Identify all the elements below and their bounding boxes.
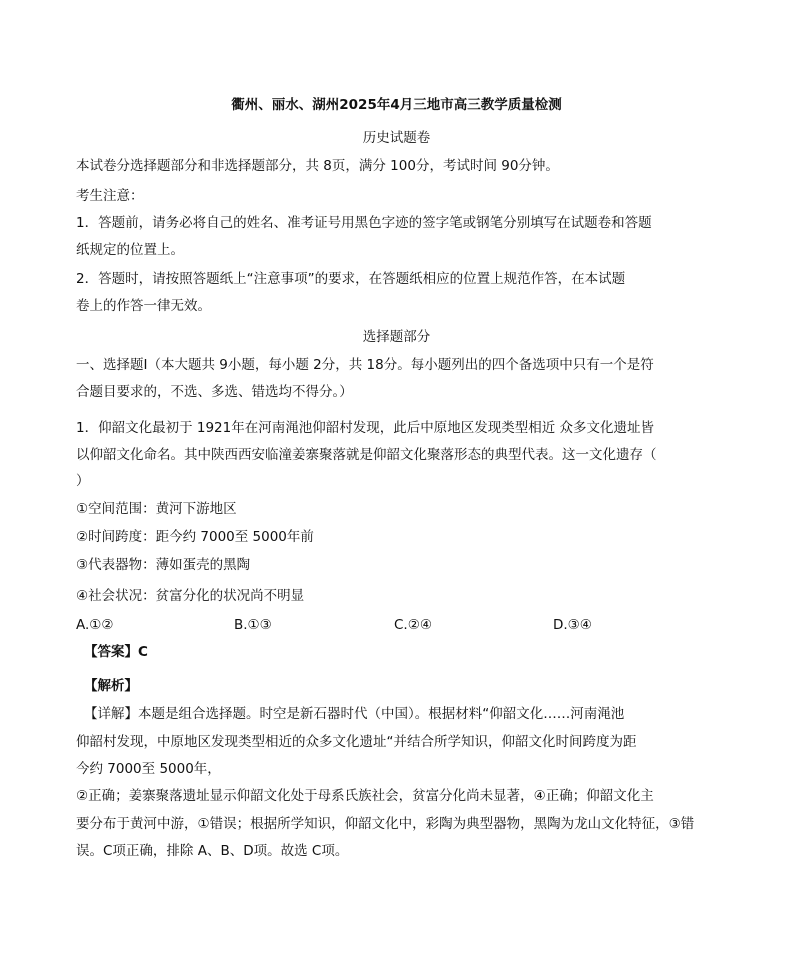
detail-line-2: 仰韶村发现，中原地区发现类型相近的众多文化遗址“并结合所学知识，仰韶文化时间跨度为距 bbox=[76, 734, 637, 750]
statement-3: ③代表器物：薄如蛋壳的黑陶 bbox=[76, 557, 251, 573]
answer-label: 【答案】 bbox=[84, 644, 138, 660]
detail-line-5: 要分布于黄河中游，①错误；根据所学知识，仰韶文化中，彩陶为典型器物，黑陶为龙山文化特征，③错 bbox=[76, 816, 695, 832]
question-stem-line-1: 1．仰韶文化最初于 1921年在河南渑池仰韶村发现，此后中原地区发现类型相近 众多文化遗址皆 bbox=[76, 420, 655, 436]
detail-line-6: 误。C项正确，排除 A、B、D项。故选 C项。 bbox=[76, 843, 349, 859]
section-instructions-line-1: 一、选择题Ⅰ（本大题共 9小题，每小题 2分，共 18分。每小题列出的四个备选项中只有一个是符 bbox=[76, 357, 654, 373]
section-instructions-line-2: 合题目要求的，不选、多选、错选均不得分。） bbox=[76, 384, 353, 400]
detail-line-4: ②正确；姜寨聚落遗址显示仰韶文化处于母系氏族社会，贫富分化尚未显著，④正确；仰韶文化主 bbox=[76, 788, 654, 804]
detail-line-1: 【详解】本题是组合选择题。时空是新石器时代（中国）。根据材料“仰韶文化……河南渑池 bbox=[84, 706, 625, 722]
document-title: 衢州、丽水、湖州2025年4月三地市高三教学质量检测 bbox=[231, 97, 562, 113]
answer-line bbox=[84, 643, 148, 661]
option-b: B.①③ bbox=[234, 617, 272, 633]
option-a: A.①② bbox=[76, 617, 114, 633]
option-d: D.③④ bbox=[553, 617, 592, 633]
section-title: 选择题部分 bbox=[362, 329, 431, 345]
notice-1-line-2: 纸规定的位置上。 bbox=[76, 242, 184, 258]
notice-1-line-1: 1．答题前，请务必将自己的姓名、准考证号用黑色字迹的签字笔或钢笔分别填写在试题卷和答题 bbox=[76, 215, 652, 231]
statement-4: ④社会状况：贫富分化的状况尚不明显 bbox=[76, 588, 305, 604]
question-stem-line-3: ） bbox=[76, 473, 90, 489]
answer-value: C bbox=[138, 644, 148, 660]
notice-heading: 考生注意： bbox=[76, 188, 144, 204]
notice-2-line-2: 卷上的作答一律无效。 bbox=[76, 298, 211, 314]
option-c: C.②④ bbox=[394, 617, 432, 633]
notice-2-line-1: 2．答题时，请按照答题纸上“注意事项”的要求，在答题纸相应的位置上规范作答，在本试题 bbox=[76, 271, 626, 287]
statement-2: ②时间跨度：距今约 7000至 5000年前 bbox=[76, 529, 314, 545]
statement-1: ①空间范围：黄河下游地区 bbox=[76, 501, 237, 517]
analysis-label: 【解析】 bbox=[84, 678, 138, 694]
document-subtitle: 历史试题卷 bbox=[362, 130, 431, 146]
detail-line-3: 今约 7000至 5000年， bbox=[76, 761, 221, 777]
intro-text: 本试卷分选择题部分和非选择题部分，共 8页，满分 100分，考试时间 90分钟。 bbox=[76, 158, 559, 174]
question-stem-line-2: 以仰韶文化命名。其中陕西西安临潼姜寨聚落就是仰韶文化聚落形态的典型代表。这一文化遗存（ bbox=[76, 447, 657, 463]
